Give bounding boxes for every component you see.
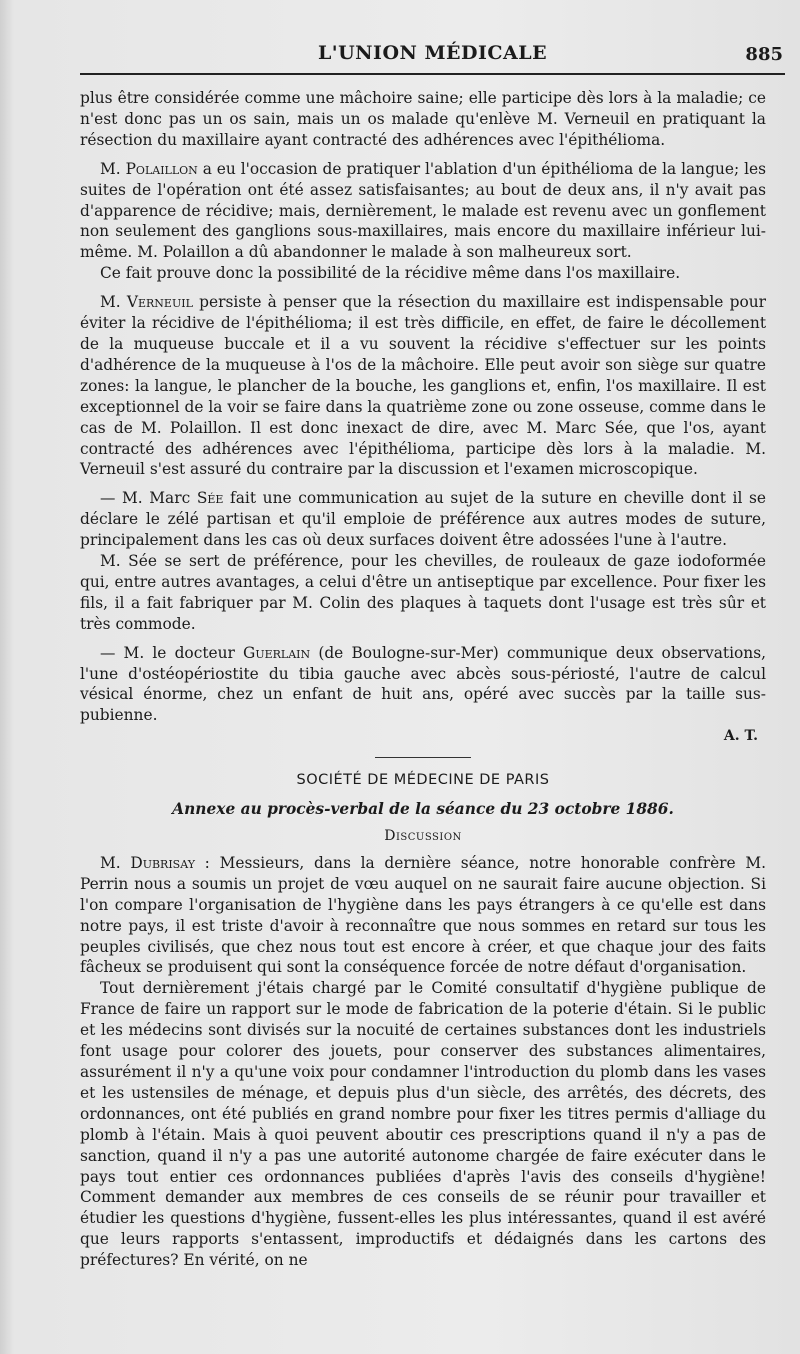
speaker-dubrisay: M. Dubrisay [100, 853, 195, 872]
paragraph-5 [80, 488, 766, 551]
article-body [80, 88, 766, 1271]
speaker-guerlain: Guerlain [243, 643, 311, 662]
annex-heading: Annexe au procès-verbal de la séance du 23 octobre 1886. [172, 800, 674, 819]
page-number: 885 [745, 44, 783, 65]
paragraph-5-text: fait une communication au sujet de la suture en cheville dont il se déclare le zélé partisan et qu'il emploie de préférence aux autres modes de suture, principalement dans les cas où deux surfaces doivent être adossées l'une à l'autre. [80, 489, 766, 550]
paragraph-6: M. Sée se sert de préférence, pour les chevilles, de rouleaux de gaze iodoformée qui, entre autres avantages, a celui d'être un antiseptique par excellence. Pour fixer les fils, il a fait fabriquer par M. Colin des plaques à taquets dont l'usage est très sûr et très commode. [80, 552, 766, 633]
paragraph-7 [80, 643, 766, 727]
paragraph-7-text: (de Boulogne-sur-Mer) communique deux observations, l'une d'ostéopériostite du tibia gauche avec abcès sous-périosté, l'autre de calcul vésical énorme, chez un enfant de huit ans, opéré avec succès par la taille sus-pubienne. [80, 643, 766, 725]
paragraph-4 [80, 292, 766, 480]
author-signature: A. T. [723, 728, 758, 745]
speaker-polaillon: M. Polaillon [100, 159, 198, 178]
paragraph-8 [80, 853, 766, 978]
paragraph-3: Ce fait prouve donc la possibilité de la récidive même dans l'os maxillaire. [100, 264, 681, 283]
paragraph-9: Tout dernièrement j'étais chargé par le Comité consultatif d'hygiène publique de France de faire un rapport sur le mode de fabrication de la poterie d'étain. Si le public et les médecins sont divisés sur la nocuité de certaines substances dont les industriels font usage pour colorer des jouets, pour conserver des substances alimentaires, assurément il n'y a qu'une voix pour condamner l'introduction du plomb dans les vases et les ustensiles de ménage, et depuis plus d'un siècle, des arrêtés, des décrets, des ordonnances, ont été publiés en grand nombre pour fixer les titres permis d'alliage du plomb à l'étain. Mais à quoi peuvent aboutir ces prescriptions quand il n'y a pas de sanction, quand il n'y a pas une autorité autonome chargée de faire exécuter dans le pays tout entier ces ordonnances publiées d'après l'avis des conseils d'hygiène! Comment demander aux membres de ces conseils de se réunir pour travailler et étudier les questions d'hygiène, fussent-elles les plus intéressantes, quand il est avéré que leurs rapports s'entassent, improductifs et dédaignés dans les cartons des préfectures? En vérité, on ne [80, 979, 766, 1270]
discussion-heading: Discussion [384, 828, 462, 844]
paragraph-2-text: a eu l'occasion de pratiquer l'ablation d'un épithélioma de la langue; les suites de l'opération ont été assez satisfaisantes; au bout de deux ans, il n'y avait pas d'apparence de récidive; mais, dernièrement, le malade est revenu avec un gonflement non seulement des ganglions sous-maxillaires, mais encore du maxillaire inférieur lui-même. M. Polaillon a dû abandonner le malade à son malheureux sort. [80, 159, 766, 262]
speaker-verneuil: M. Verneuil [100, 293, 193, 312]
paragraph-8-text: : Messieurs, dans la dernière séance, notre honorable confrère M. Perrin nous a soumis un projet de vœu auquel on ne saurait faire aucune objection. Si l'on compare l'organisation de l'hygiène dans les pays étrangers à ce qu'elle est dans notre pays, il est triste d'avoir à reconnaître que nous sommes en retard sur tous les peuples civilisés, que chez nous tout est encore à créer, et que chaque jour des faits fâcheux se produisent qui sont la conséquence forcée de notre défaut d'organisation. [80, 853, 766, 977]
paragraph-7-prefix: — M. le docteur [100, 643, 244, 662]
paragraph-4-text: persiste à penser que la résection du maxillaire est indispensable pour éviter la récidive de l'épithélioma; il est très difficile, en effet, de faire le décollement de la muqueuse buccale et il a vu souvent la récidive s'effectuer sur les points d'adhérence de la muqueuse à l'os de la mâchoire. Elle peut avoir son siège sur quatre zones: la langue, le plancher de la bouche, les ganglions et, enfin, l'os maxillaire. Il est exceptionnel de la voir se faire dans la quatrième zone ou zone osseuse, comme dans le cas de M. Polaillon. Il est donc inexact de dire, avec M. Marc Sée, que l'os, ayant contracté des adhérences avec l'épithélioma, participe dès lors à la maladie. M. Verneuil s'est assuré du contraire par la discussion et l'examen microscopique. [80, 293, 766, 479]
paragraph-2 [80, 159, 766, 264]
section-rule [375, 757, 471, 758]
society-heading: SOCIÉTÉ DE MÉDECINE DE PARIS [296, 772, 550, 789]
header-rule [80, 73, 785, 75]
paragraph-5-prefix: — M. Marc [100, 489, 197, 508]
speaker-see: Sée [196, 489, 224, 508]
paragraph-1: plus être considérée comme une mâchoire saine; elle participe dès lors à la maladie; ce n'est donc pas un os sain, mais un os malade qu'enlève M. Verneuil en pratiquant la résection du maxillaire ayant contracté des adhérences avec l'épithélioma. [80, 89, 766, 149]
running-header [80, 40, 785, 70]
journal-title: L'UNION MÉDICALE [317, 42, 548, 64]
